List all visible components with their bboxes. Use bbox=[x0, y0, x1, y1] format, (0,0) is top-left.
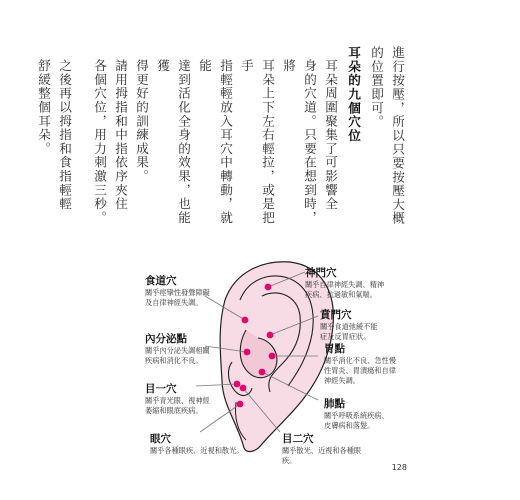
paragraph-2-line-5: 達到活化全身的效果，也能獲 bbox=[155, 59, 191, 225]
paragraph-3-line-1: 請用拇指和中指依序夾住 bbox=[113, 59, 128, 211]
desc-weidian-line-2: 性胃炎、胃潰瘍和自律 bbox=[324, 366, 396, 375]
point-yanxue-dot bbox=[237, 401, 244, 408]
paragraph-3 bbox=[89, 46, 131, 236]
desc-benmen-line-1: 關乎食道弛緩不能 bbox=[320, 322, 378, 331]
desc-shidao-line-2: 及自律神經失調。 bbox=[145, 298, 203, 307]
desc-muyi bbox=[145, 396, 210, 416]
paragraph-2-line-1: 耳朵周圍聚集了可影響全 bbox=[323, 59, 338, 211]
desc-benmen bbox=[320, 322, 378, 342]
label-neifenmi: 內分泌點 bbox=[145, 333, 187, 345]
desc-neifenmi-line-1: 關乎內分泌失調相關 bbox=[145, 346, 210, 355]
desc-shidao-line-1: 關乎痙攣性發聲障礙 bbox=[145, 288, 210, 297]
point-muer-dot bbox=[240, 385, 247, 392]
label-shenmen: 神門穴 bbox=[305, 267, 337, 279]
label-weidian: 胃點 bbox=[324, 343, 345, 355]
desc-weidian bbox=[324, 356, 396, 386]
point-neifenmi-dot bbox=[244, 349, 251, 356]
paragraph-2-line-3: 耳朵上下左右輕拉，或是把手 bbox=[239, 59, 275, 225]
desc-shenmen bbox=[305, 280, 384, 300]
paragraph-2-line-2: 身的穴道。只要在想到時，將 bbox=[281, 59, 317, 225]
desc-muyi-line-2: 萎縮和眼底疾病。 bbox=[145, 406, 203, 415]
paragraph-1-line-1: 進行按壓，所以只要按壓大概 bbox=[390, 46, 405, 226]
paragraph-4-line-2: 舒緩整個耳朵。 bbox=[36, 59, 51, 156]
desc-weidian-line-1: 關乎消化不良、急性慢 bbox=[324, 356, 396, 365]
desc-feidian-line-2: 皮膚病和落髮。 bbox=[324, 421, 375, 430]
point-weidian-dot bbox=[269, 353, 276, 360]
ear-illustration bbox=[0, 240, 520, 500]
desc-feidian-line-1: 關乎呼吸系統疾病、 bbox=[324, 411, 389, 420]
desc-yanxue-line-1: 關乎各種眼疾、近視和散光。 bbox=[150, 446, 244, 455]
paragraph-4 bbox=[33, 46, 75, 236]
desc-shenmen-line-1: 關乎自律神經失調、精神 bbox=[305, 280, 385, 289]
label-benmen: 賁門穴 bbox=[320, 309, 352, 321]
label-muyi: 目一穴 bbox=[145, 383, 177, 395]
point-muyi-dot bbox=[234, 381, 241, 388]
desc-neifenmi-line-2: 疾病和消化不良。 bbox=[145, 356, 203, 365]
desc-yanxue bbox=[150, 446, 243, 456]
ear-acupoint-diagram bbox=[0, 240, 520, 500]
desc-shidao bbox=[145, 288, 210, 308]
desc-muer-line-1: 關乎散光、近視和各種眼 bbox=[282, 446, 362, 455]
paragraph-2-line-6: 得更好的訓練成果。 bbox=[134, 59, 149, 184]
label-feidian: 肺點 bbox=[324, 398, 345, 410]
desc-muer-line-2: 疾。 bbox=[282, 456, 297, 465]
section-heading: 耳朵的九個穴位 bbox=[346, 46, 361, 143]
desc-neifenmi bbox=[145, 346, 210, 366]
point-shidao-dot bbox=[242, 317, 249, 324]
point-feidian-dot bbox=[259, 369, 266, 376]
paragraph-1-line-2: 的位置即可。 bbox=[369, 46, 384, 129]
label-muer: 目二穴 bbox=[282, 433, 314, 445]
label-yanxue: 眼穴 bbox=[150, 433, 171, 445]
page-number: 128 bbox=[391, 463, 407, 472]
desc-muyi-line-1: 關乎青光眼、視神經 bbox=[145, 396, 210, 405]
body-text bbox=[36, 46, 408, 236]
point-shenmen-dot bbox=[265, 284, 272, 291]
desc-benmen-line-2: 症及反胃症狀。 bbox=[320, 332, 371, 341]
desc-weidian-line-3: 神經失調。 bbox=[324, 376, 360, 385]
desc-shenmen-line-2: 疾病、抗過敏和氣喘。 bbox=[305, 290, 377, 299]
desc-muer bbox=[282, 446, 361, 466]
label-shidao: 食道穴 bbox=[145, 275, 177, 287]
paragraph-4-line-1: 之後再以拇指和食指輕輕 bbox=[57, 59, 72, 211]
desc-feidian bbox=[324, 411, 389, 431]
paragraph-1 bbox=[366, 46, 408, 236]
paragraph-2 bbox=[131, 46, 341, 236]
paragraph-3-line-2: 各個穴位，用力刺激三秒。 bbox=[92, 59, 107, 225]
point-benmen-dot bbox=[267, 332, 274, 339]
paragraph-2-line-4: 指輕輕放入耳穴中轉動，就能 bbox=[197, 59, 233, 225]
